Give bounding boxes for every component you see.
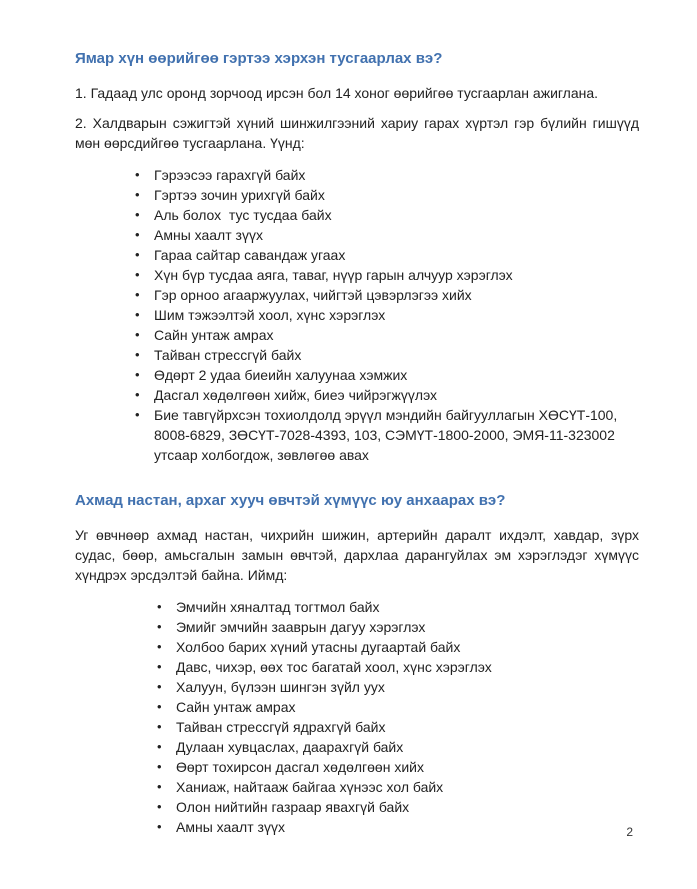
bullet-icon: • xyxy=(135,287,140,302)
list-item xyxy=(135,305,639,325)
list-item-text: Гэртээ зочин урихгүй байх xyxy=(154,187,325,203)
list-item-text: Амны хаалт зүүх xyxy=(176,819,285,835)
list-item xyxy=(135,165,639,185)
list-item xyxy=(135,385,639,405)
list-item xyxy=(135,265,639,285)
list-item-text: Эмийг эмчийн зааврын дагуу хэрэглэх xyxy=(176,619,426,635)
list-item-text: Сайн унтаж амрах xyxy=(176,699,296,715)
list-item-text: Холбоо барих хүний утасны дугаартай байх xyxy=(176,639,461,655)
list-item-text: Халуун, бүлээн шингэн зүйл уух xyxy=(176,679,385,695)
list-item xyxy=(135,245,639,265)
section2-heading: Ахмад настан, архаг хууч өвчтэй хүмүүс юу анхаарах вэ? xyxy=(75,492,506,509)
list-item-text: Эмчийн хяналтад тогтмол байх xyxy=(176,599,380,615)
list-item xyxy=(157,597,639,617)
section1-paragraph-1: 1. Гадаад улс оронд зорчоод ирсэн бол 14 хоног өөрийгөө тусгаарлан ажиглана. xyxy=(75,85,599,101)
list-item xyxy=(135,325,639,345)
bullet-icon: • xyxy=(135,247,140,262)
list-item-text: Тайван стрессгүй байх xyxy=(154,347,302,363)
bullet-icon: • xyxy=(157,699,162,714)
bullet-icon: • xyxy=(135,347,140,362)
bullet-icon: • xyxy=(157,779,162,794)
list-item xyxy=(135,285,639,305)
list-item xyxy=(157,817,639,837)
list-item xyxy=(157,797,639,817)
list-item-text: Шим тэжээлтэй хоол, хүнс хэрэглэх xyxy=(154,307,386,323)
list-item xyxy=(157,757,639,777)
list-item-text: Гэрээсээ гарахгүй байх xyxy=(154,167,306,183)
bullet-icon: • xyxy=(135,207,140,222)
list-item-text: Хүн бүр тусдаа аяга, таваг, нүүр гарын алчуур хэрэглэх xyxy=(154,267,513,283)
list-item-text: Гараа сайтар савандаж угаах xyxy=(154,247,346,263)
list-item-text: Давс, чихэр, өөх тос багатай хоол, хүнс хэрэглэх xyxy=(176,659,492,675)
bullet-icon: • xyxy=(157,799,162,814)
list-item-text: Бие тавгүйрхсэн тохиолдолд эрүүл мэндийн байгууллагын ХӨСҮТ-100, 8008-6829, ЗӨСҮТ-7028-4393, 103, СЭМҮТ-1800-2000, ЭМЯ-11-323002 утсаар холбогдож, зөвлөгөө авах xyxy=(154,407,622,463)
list-item-text: Ханиаж, найтааж байгаа хүнээс хол байх xyxy=(176,779,444,795)
section1-bullet-list xyxy=(135,165,639,465)
list-item xyxy=(135,365,639,385)
list-item-text: Амны хаалт зүүх xyxy=(154,227,263,243)
bullet-icon: • xyxy=(157,819,162,834)
page-number: 2 xyxy=(626,825,633,839)
list-item-text: Олон нийтийн газраар явахгүй байх xyxy=(176,799,410,815)
bullet-icon: • xyxy=(135,407,140,422)
bullet-icon: • xyxy=(135,387,140,402)
list-item xyxy=(157,617,639,637)
list-item xyxy=(135,345,639,365)
bullet-icon: • xyxy=(135,307,140,322)
list-item-text: Тайван стрессгүй ядрахгүй байх xyxy=(176,719,386,735)
list-item xyxy=(135,225,639,245)
bullet-icon: • xyxy=(135,367,140,382)
list-item xyxy=(157,717,639,737)
list-item-text: Аль болох тус тусдаа байх xyxy=(154,207,332,223)
list-item-text: Дасгал хөдөлгөөн хийж, биеэ чийрэгжүүлэх xyxy=(154,387,438,403)
bullet-icon: • xyxy=(135,267,140,282)
list-item xyxy=(135,405,639,465)
section1-heading: Ямар хүн өөрийгөө гэртээ хэрхэн тусгаарлах вэ? xyxy=(75,50,443,67)
list-item xyxy=(157,777,639,797)
list-item xyxy=(157,637,639,657)
list-item xyxy=(157,737,639,757)
list-item xyxy=(157,677,639,697)
list-item xyxy=(157,697,639,717)
list-item xyxy=(135,205,639,225)
bullet-icon: • xyxy=(157,759,162,774)
section2-paragraph: Уг өвчнөөр ахмад настан, чихрийн шижин, артерийн даралт ихдэлт, хавдар, зүрх судас, бөөр, амьсгалын замын өвчтэй, дархлаа дарангуйлах эм хэрэглэдэг хүмүүс хүндрэх эрсдэлтэй байна. Иймд: xyxy=(75,527,639,583)
bullet-icon: • xyxy=(135,227,140,242)
bullet-icon: • xyxy=(157,679,162,694)
bullet-icon: • xyxy=(157,639,162,654)
bullet-icon: • xyxy=(157,599,162,614)
list-item-text: Гэр орноо агааржуулах, чийгтэй цэвэрлэгээ хийх xyxy=(154,287,472,303)
list-item-text: Өөрт тохирсон дасгал хөдөлгөөн хийх xyxy=(176,759,424,775)
list-item xyxy=(157,657,639,677)
bullet-icon: • xyxy=(157,619,162,634)
section1-paragraph-2: 2. Халдварын сэжигтэй хүний шинжилгээний хариу гарах хүртэл гэр бүлийн гишүүд мөн өөрсдийгөө тусгаарлана. Үүнд: xyxy=(75,115,639,151)
list-item-text: Өдөрт 2 удаа биеийн халуунаа хэмжих xyxy=(154,367,408,383)
list-item-text: Дулаан хувцаслах, даарахгүй байх xyxy=(176,739,404,755)
bullet-icon: • xyxy=(157,719,162,734)
list-item-text: Сайн унтаж амрах xyxy=(154,327,274,343)
bullet-icon: • xyxy=(135,167,140,182)
section2-bullet-list xyxy=(157,597,639,837)
bullet-icon: • xyxy=(157,659,162,674)
bullet-icon: • xyxy=(135,187,140,202)
bullet-icon: • xyxy=(157,739,162,754)
bullet-icon: • xyxy=(135,327,140,342)
list-item xyxy=(135,185,639,205)
